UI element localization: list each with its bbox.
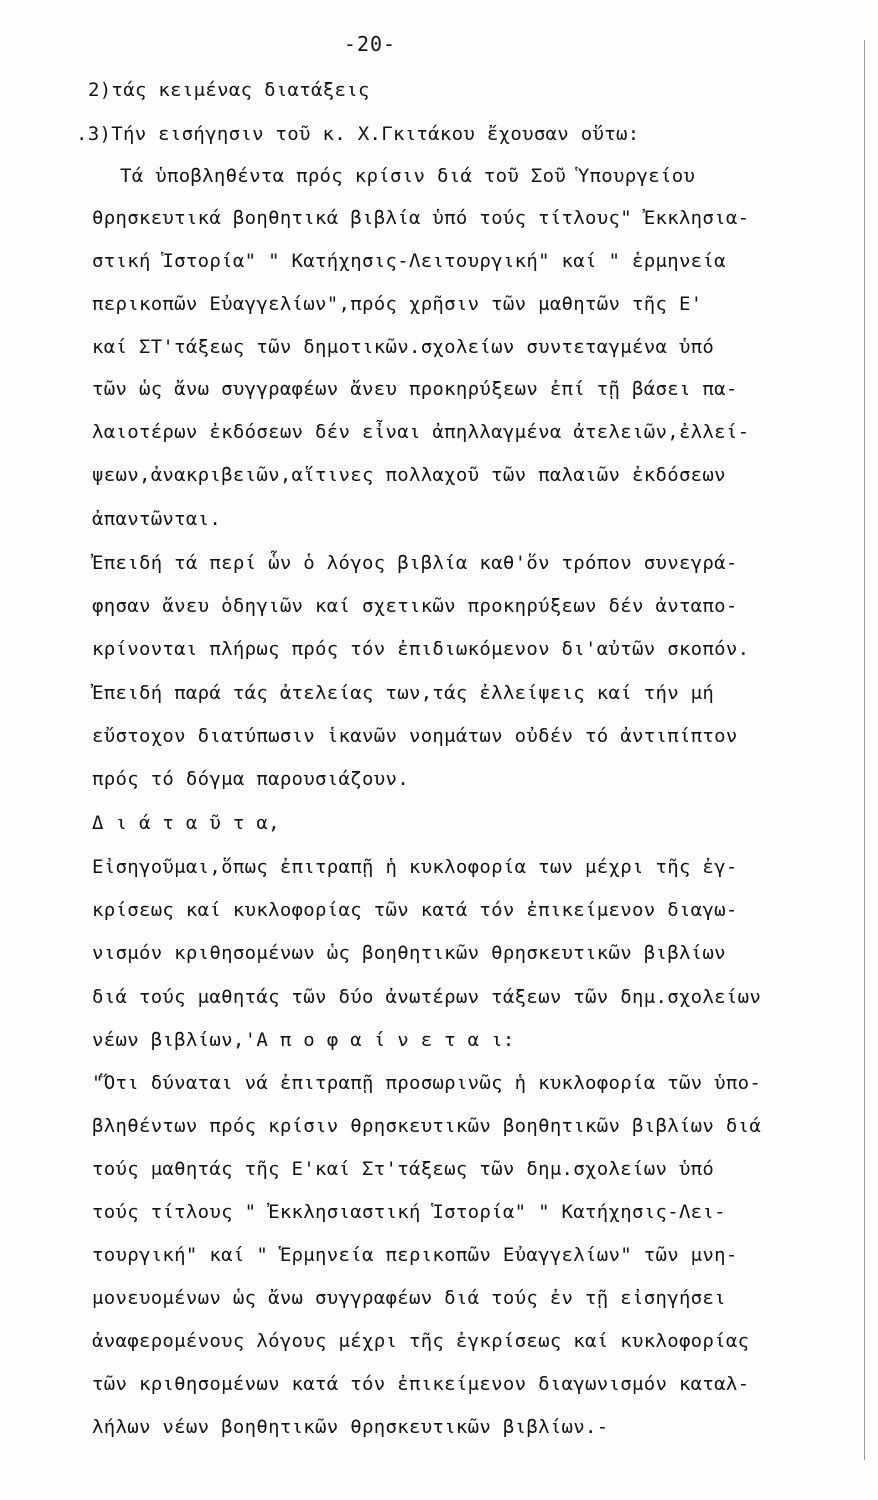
text-line-24: "Ὅτι δύναται νά ἐπιτραπῇ προσωρινῶς ἡ κυκλοφορία τῶν ὑπο- <box>92 1072 762 1094</box>
text-line-32: λήλων νέων βοηθητικῶν θρησκευτικῶν βιβλίων.- <box>92 1416 609 1438</box>
text-line-26: τούς μαθητάς τῆς Ε'καί Στ'τάξεως τῶν δημ.σχολείων ὑπό <box>92 1158 715 1180</box>
text-line-14: κρίνονται πλήρως πρός τόν ἐπιδιωκόμενον δι'αὐτῶν σκοπόν. <box>92 638 750 660</box>
text-line-8: τῶν ὡς ἄνω συγγραφέων ἄνευ προκηρύξεων ἐπί τῇ βάσει πα- <box>92 378 738 400</box>
page-number: -20- <box>343 32 397 56</box>
text-line-27: τούς τίτλους " Ἐκκλησιαστική Ἱστορία" " Κατήχησις-Λει- <box>92 1201 726 1223</box>
text-line-28: τουργική" καί " Ἑρμηνεία περικοπῶν Εὐαγγελίων" τῶν μνη- <box>92 1244 738 1266</box>
text-line-25: βληθέντων πρός κρίσιν θρησκευτικῶν βοηθητικῶν βιβλίων διά <box>92 1115 762 1137</box>
text-line-22: διά τούς μαθητάς τῶν δύο ἀνωτέρων τάξεων τῶν δημ.σχολείων <box>92 986 762 1008</box>
text-line-21: νισμόν κριθησομένων ὡς βοηθητικῶν θρησκευτικῶν βιβλίων <box>92 942 726 964</box>
text-line-10: ψεων,ἀνακριβειῶν,αἵτινες πολλαχοῦ τῶν παλαιῶν ἐκδόσεων <box>92 464 726 486</box>
text-line-23: νέων βιβλίων,'Α π ο φ α ί ν ε τ α ι: <box>92 1029 515 1051</box>
text-line-31: τῶν κριθησομένων κατά τόν ἐπικείμενον διαγωνισμόν καταλ- <box>92 1373 750 1395</box>
text-line-2: .3)Τήν εισήγησιν τοῦ κ. Χ.Γκιτάκου ἔχουσαν οὕτω: <box>76 123 640 145</box>
text-line-13: φησαν ἄνευ ὁδηγιῶν καί σχετικῶν προκηρύξεων δέν ἀνταπο- <box>92 595 738 617</box>
text-line-29: μονευομένων ὡς ἄνω συγγραφέων διά τούς ἐν τῇ εἰσηγήσει <box>92 1287 726 1309</box>
text-line-20: κρίσεως καί κυκλοφορίας τῶν κατά τόν ἐπικείμενον διαγω- <box>92 899 738 921</box>
text-line-30: ἀναφερομένους λόγους μέχρι τῆς ἐγκρίσεως καί κυκλοφορίας <box>92 1330 750 1352</box>
text-line-5: στική Ἱστορία" " Κατήχησις-Λειτουργική" καί " ἑρμηνεία <box>92 250 726 272</box>
text-line-17: πρός τό δόγμα παρουσιάζουν. <box>92 768 409 790</box>
text-line-16: εὔστοχον διατύπωσιν ἱκανῶν νοημάτων οὐδέν τό ἀντιπίπτον <box>92 725 738 747</box>
text-line-12: Ἐπειδή τά περί ὧν ὁ λόγος βιβλία καθ'ὅν τρόπον συνεγρά- <box>92 552 738 574</box>
text-line-15: Ἐπειδή παρά τάς ἀτελείας των,τάς ἐλλείψεις καί τήν μή <box>92 682 715 704</box>
text-line-11: ἀπαντῶνται. <box>92 508 222 530</box>
text-line-4: θρησκευτικά βοηθητικά βιβλία ὑπό τούς τίτλους" Ἐκκλησια- <box>92 207 750 229</box>
text-line-18: Δ ι ά τ α ῦ τ α, <box>92 812 280 834</box>
text-line-3: Τά ὑποβληθέντα πρός κρίσιν διά τοῦ Σοῦ Ὑπουργείου <box>120 165 696 187</box>
text-line-6: περικοπῶν Εὐαγγελίων",πρός χρῆσιν τῶν μαθητῶν τῆς Ε' <box>92 293 703 315</box>
text-line-1: 2)τάς κειμένας διατάξεις <box>88 79 370 101</box>
text-line-7: καί ΣΤ'τάξεως τῶν δημοτικῶν.σχολείων συντεταγμένα ὑπό <box>92 336 715 358</box>
page-edge-line <box>864 40 865 1460</box>
text-line-9: λαιοτέρων ἐκδόσεων δέν εἶναι ἀπηλλαγμένα ἀτελειῶν,ἐλλεί- <box>92 421 750 443</box>
text-line-19: Εἰσηγοῦμαι,ὅπως ἐπιτραπῇ ἡ κυκλοφορία των μέχρι τῆς ἐγ- <box>92 856 738 878</box>
